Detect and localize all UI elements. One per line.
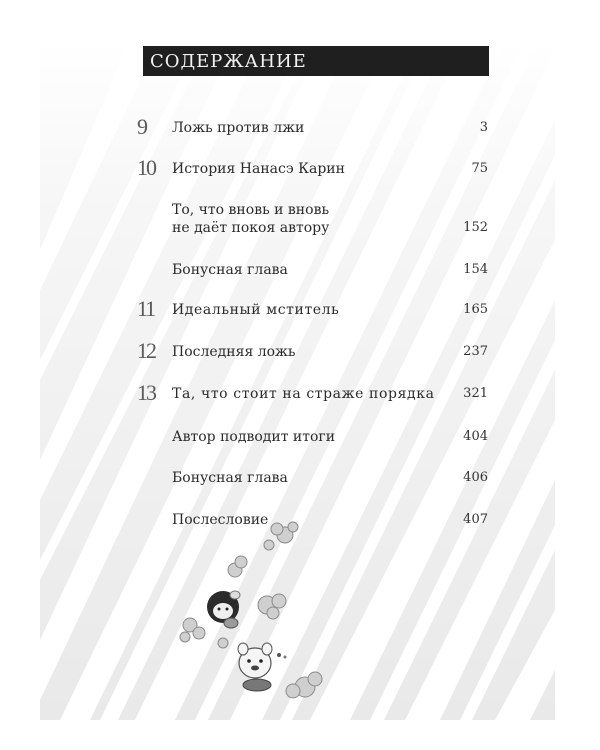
chapter-title: Последняя ложь [172,344,296,360]
chapter-title-line2: не даёт покоя автору [172,220,330,236]
chapter-number: 13 [137,380,155,405]
chapter-title: Ложь против лжи [172,120,305,136]
chapter-title: Та, что стоит на страже порядка [172,386,435,402]
page-number: 321 [463,386,488,401]
chibi-characters-illustration [175,515,335,705]
page-number: 152 [463,220,488,235]
page-number: 404 [463,429,488,444]
chapter-title: Идеальный мститель [172,302,340,318]
chapter-number: 11 [137,296,155,321]
page-number: 407 [463,512,488,527]
chapter-title: История Нанасэ Карин [172,161,345,177]
page-title: СОДЕРЖАНИЕ [150,51,307,72]
chapter-title: Бонусная глава [172,470,288,486]
chapter-title: Автор подводит итоги [172,429,336,445]
chapter-number: 12 [137,338,155,363]
chapter-number: 10 [137,155,155,180]
page-number: 3 [479,120,488,135]
chapter-title: Бонусная глава [172,262,288,278]
chapter-title: Послесловие [172,512,269,528]
page-number: 75 [471,161,488,176]
page-number: 165 [463,302,488,317]
page-number: 237 [463,344,488,359]
chapter-number: 9 [137,114,146,139]
page-number: 406 [463,470,488,485]
chapter-title-line1: То, что вновь и вновь [172,202,330,218]
page-number: 154 [463,262,488,277]
